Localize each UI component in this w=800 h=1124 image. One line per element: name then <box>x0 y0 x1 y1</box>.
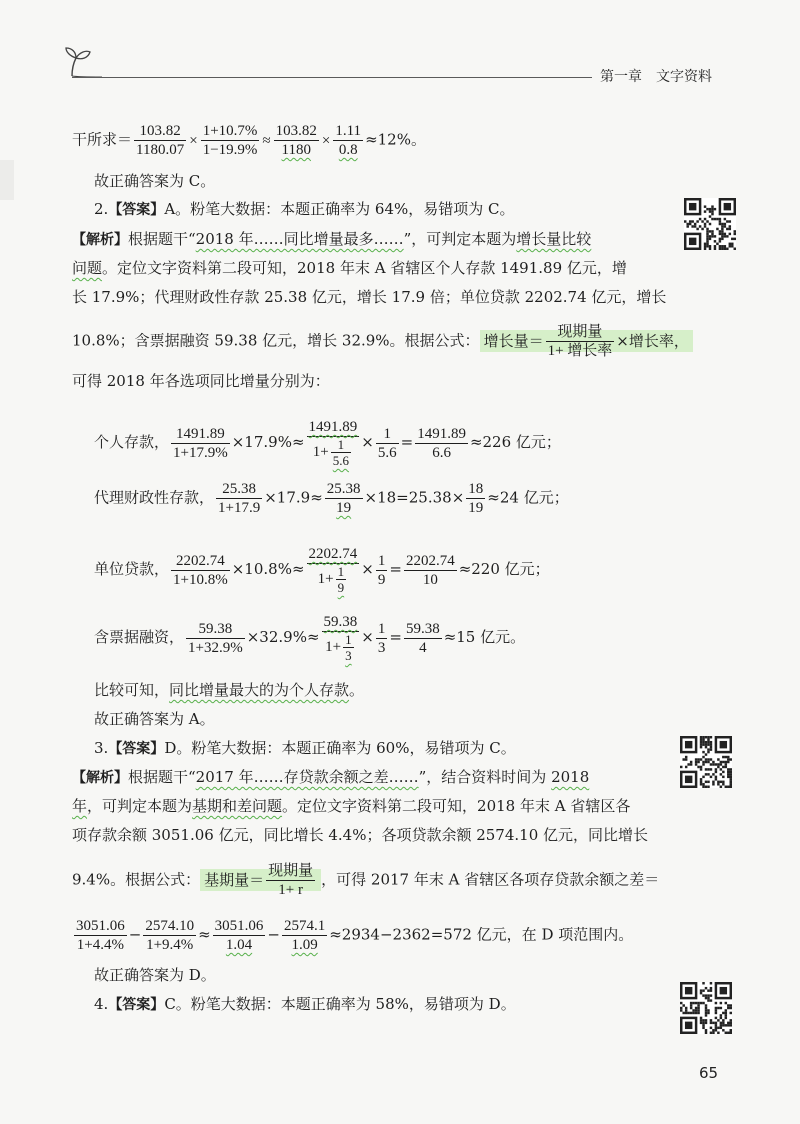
answer-label: 【答案】 <box>108 741 165 757</box>
q3-analysis-line-2: 年，可判定本题为基期和差问题。定位文字资料第二段可知，2018 年末 A 省辖区各 <box>72 797 631 815</box>
calc-line-bill-financing: 含票据融资， $\frac{59.38}{1+32.9\%}$ ×32.9%≈ 59.38 1+ $\frac{1}{3}$ × $\frac{1}{3}$ = $\frac{59.38}{4}$ ≈15 亿元。 <box>94 614 526 663</box>
calc-line-unit-loan: 单位贷款， $\frac{2202.74}{1+10.8\%}$ ×10.8%≈ 2202.74 1+ $\frac{1}{9}$ × $\frac{1}{9}$ = $\frac{2202.74}{10}$ ≈220 亿元； <box>94 546 550 595</box>
q4-answer-line: 4.【答案】C。粉笔大数据：本题正确率为 58%，易错项为 D。 <box>94 995 516 1013</box>
sprout-icon <box>62 46 102 80</box>
q2-conclusion: 故正确答案为 A。 <box>94 710 215 728</box>
answer-label: 【答案】 <box>108 202 165 218</box>
fraction: $\frac{1.11}{0.8}$ <box>335 123 362 158</box>
chapter-label: 第一章 <box>600 69 642 85</box>
q3-analysis-line-4: 9.4%。根据公式： 基期量＝ $\frac{\text{现期量}}{1+ r}$ ，可得 2017 年末 A 省辖区各项存贷款余额之差＝ <box>72 863 660 898</box>
fraction: $\frac{103.82}{1180.07}$ <box>136 123 185 158</box>
header-rule <box>72 77 592 78</box>
q3-conclusion: 故正确答案为 D。 <box>94 966 216 984</box>
q2-compare-line: 比较可知，同比增量最大的为个人存款。 <box>94 681 365 699</box>
chapter-title: 文字资料 <box>656 69 712 85</box>
q1-conclusion: 故正确答案为 C。 <box>94 172 216 190</box>
q2-analysis-line-2: 问题。定位文字资料第二段可知，2018 年末 A 省辖区个人存款 1491.89 亿元，增 <box>72 259 627 277</box>
qr-code-icon[interactable] <box>680 982 732 1034</box>
calc-line-fiscal-deposit: 代理财政性存款， $\frac{25.38}{1+17.9}$ ×17.9≈ $\frac{25.38}{19}$ ×18=25.38× $\frac{18}{19}$ ≈24 亿元； <box>94 481 569 516</box>
fraction: $\frac{103.82}{1180}$ <box>275 123 317 158</box>
margin-tab <box>0 160 14 200</box>
calc-line-personal-deposit: 个人存款， $\frac{1491.89}{1+17.9\%}$ ×17.9%≈ 1491.89 1+ $\frac{1}{5.6}$ × $\frac{1}{5.6}$ = $\frac{1491.89}{6.6}$ ≈226 亿元； <box>94 419 561 468</box>
q3-answer-line: 3.【答案】D。粉笔大数据：本题正确率为 60%，易错项为 C。 <box>94 739 516 757</box>
q2-analysis-line-3: 长 17.9%；代理财政性存款 25.38 亿元，增长 17.9 倍；单位贷款 2202.74 亿元，增长 <box>72 288 667 306</box>
fraction: $\frac{1+10.7\%}{1-19.9\%}$ <box>202 123 258 158</box>
analysis-label: 【解析】 <box>72 770 128 786</box>
q3-analysis-line-3: 项存款余额 3051.06 亿元，同比增长 4.4%；各项贷款余额 2574.10 亿元，同比增长 <box>72 826 649 844</box>
page-number: 65 <box>699 1064 719 1082</box>
q1-formula-line: 干所求＝ $\frac{103.82}{1180.07}$ × $\frac{1+10.7\%}{1-19.9\%}$ ≈ $\frac{103.82}{1180}$ × $\frac{1.11}{0.8}$ ≈12%。 <box>72 123 426 158</box>
q2-analysis-line-1: 【解析】根据题干“2018 年……同比增量最多……”，可判定本题为增长量比较 <box>72 230 592 248</box>
q2-analysis-line-4: 10.8%；含票据融资 59.38 亿元，增长 32.9%。根据公式： 增长量＝ $\frac{\text{现期量}}{\text{1+ 增长率}}$ ×增长率， <box>72 323 693 360</box>
answer-label: 【答案】 <box>108 997 165 1013</box>
chapter-heading <box>600 66 726 86</box>
q2-analysis-line-5: 可得 2018 年各选项同比增量分别为： <box>72 372 330 390</box>
formula-highlight: 增长量＝ $\frac{\text{现期量}}{\text{1+ 增长率}}$ ×增长率， <box>480 330 693 352</box>
q3-analysis-line-1: 【解析】根据题干“2017 年……存贷款余额之差……”，结合资料时间为 2018 <box>72 768 590 786</box>
formula-highlight: 基期量＝ $\frac{\text{现期量}}{1+ r}$ <box>200 869 321 891</box>
qr-code-icon[interactable] <box>680 736 732 788</box>
analysis-label: 【解析】 <box>72 232 128 248</box>
q3-formula-line: $\frac{3051.06}{1+4.4\%}$ − $\frac{2574.10}{1+9.4\%}$ ≈ $\frac{3051.06}{1.04}$ − $\frac{2574.1}{1.09}$ ≈2934−2362=572 亿元，在 D 项范围内。 <box>76 918 634 953</box>
q2-answer-line: 2.【答案】A。粉笔大数据：本题正确率为 64%，易错项为 C。 <box>94 200 515 218</box>
qr-code-icon[interactable] <box>684 198 736 250</box>
